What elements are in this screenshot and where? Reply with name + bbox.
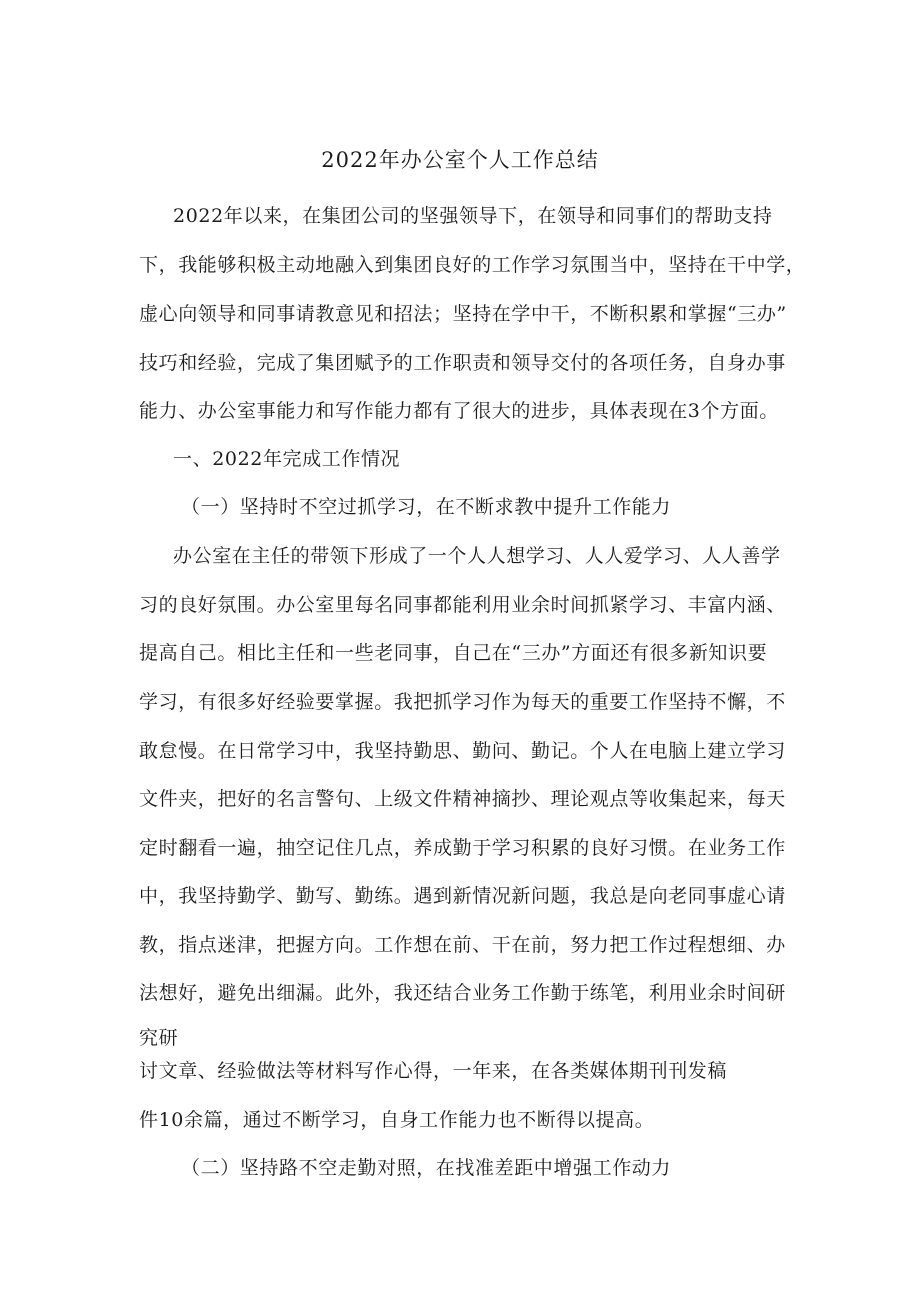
- paragraph-line: 办公室在主任的带领下形成了一个人人想学习、人人爱学习、人人善学: [173, 545, 781, 567]
- paragraph-line: 讨文章、经验做法等材料写作心得，一年来，在各类媒体期刊刊发稿: [139, 1060, 728, 1082]
- paragraph-line: 文件夹，把好的名言警句、上级文件精神摘抄、理论观点等收集起来，每天: [139, 788, 786, 810]
- paragraph-line: 定时翻看一遍，抽空记住几点，养成勤于学习积累的良好习惯。在业务工作: [139, 837, 786, 859]
- paragraph-line: 件10余篇，通过不断学习，自身工作能力也不断得以提高。: [139, 1109, 655, 1131]
- subsection-heading: （一）坚持时不空过抓学习，在不断求教中提升工作能力: [181, 496, 672, 518]
- paragraph-line: 学习，有很多好经验要掌握。我把抓学习作为每天的重要工作坚持不懈，不: [139, 691, 786, 713]
- paragraph-line: 教，指点迷津，把握方向。工作想在前、干在前，努力把工作过程想细、办: [139, 934, 786, 956]
- paragraph-line: 技巧和经验，完成了集团赋予的工作职责和领导交付的各项任务，自身办事: [139, 352, 786, 374]
- subsection-heading: （二）坚持路不空走勤对照，在找准差距中增强工作动力: [181, 1157, 672, 1179]
- paragraph-line: 敢怠慢。在日常学习中，我坚持勤思、勤问、勤记。个人在电脑上建立学习: [139, 740, 786, 762]
- paragraph-line: 提高自己。相比主任和一些老同事，自己在“三办”方面还有很多新知识要: [139, 642, 768, 664]
- document-title: 2022年办公室个人工作总结: [321, 148, 599, 172]
- paragraph-line: 法想好，避免出细漏。此外，我还结合业务工作勤于练笔，利用业余时间研: [139, 982, 786, 1004]
- paragraph-line: 下，我能够积极主动地融入到集团良好的工作学习氛围当中，坚持在干中学，: [139, 254, 806, 276]
- paragraph-line: 究研: [139, 1027, 179, 1049]
- paragraph-line: 虚心向领导和同事请教意见和招法；坚持在学中干，不断积累和掌握“三办”: [139, 303, 787, 325]
- paragraph-line: 习的良好氛围。办公室里每名同事都能利用业余时间抓紧学习、丰富内涵、: [139, 594, 786, 616]
- section-heading: 一、2022年完成工作情况: [173, 448, 401, 470]
- paragraph-line: 能力、办公室事能力和写作能力都有了很大的进步，具体表现在3个方面。: [139, 400, 779, 422]
- paragraph-line: 中，我坚持勤学、勤写、勤练。遇到新情况新问题，我总是向老同事虚心请: [139, 885, 786, 907]
- paragraph-line: 2022年以来，在集团公司的坚强领导下，在领导和同事们的帮助支持: [173, 205, 773, 227]
